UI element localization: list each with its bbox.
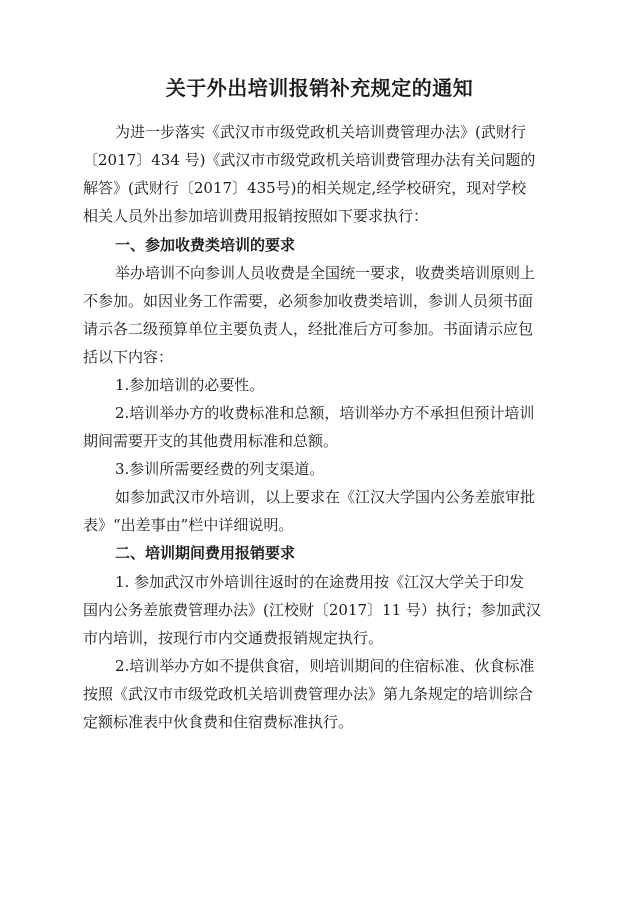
intro-line: 为进一步落实《武汉市市级党政机关培训费管理办法》(武财行 — [115, 123, 526, 141]
section1-item-2-line: 期间需要开支的其他费用标准和总额。 — [83, 432, 339, 450]
section-heading-1: 一、参加收费类培训的要求 — [115, 236, 296, 254]
section-heading-2: 二、培训期间费用报销要求 — [115, 544, 296, 562]
section1-para1-line: 不参加。如因业务工作需要，必须参加收费类培训，参训人员须书面 — [83, 292, 534, 310]
section2-item-2-line: 2.培训举办方如不提供食宿，则培训期间的住宿标准、伙食标准 — [115, 657, 535, 675]
section2-item-2-line: 定额标准表中伙食费和住宿费标准执行。 — [83, 713, 354, 731]
intro-line: 〔2017〕434 号)《武汉市市级党政机关培训费管理办法有关问题的 — [83, 151, 536, 169]
section2-item-1-line: 1. 参加武汉市外培训往返时的在途费用按《江汉大学关于印发 — [115, 573, 525, 591]
section1-para1-line: 括以下内容： — [83, 348, 174, 366]
section2-item-2-line: 按照《武汉市市级党政机关培训费管理办法》第九条规定的培训综合 — [83, 685, 534, 703]
section2-item-1-line: 市内培训，按现行市内交通费报销规定执行。 — [83, 629, 384, 647]
section1-para2-line: 如参加武汉市外培训，以上要求在《江汉大学国内公务差旅审批 — [115, 488, 536, 506]
section1-item-3: 3.参训所需要经费的列支渠道。 — [115, 460, 325, 478]
intro-line: 相关人员外出参加培训费用报销按照如下要求执行： — [83, 207, 429, 225]
section1-para2-line: 表》“出差事由”栏中详细说明。 — [83, 516, 294, 534]
document-title: 关于外出培训报销补充规定的通知 — [165, 76, 474, 100]
section1-para1-line: 请示各二级预算单位主要负责人，经批准后方可参加。书面请示应包 — [83, 320, 534, 338]
section1-para1-line: 举办培训不向参训人员收费是全国统一要求，收费类培训原则上 — [115, 264, 536, 282]
section1-item-2-line: 2.培训举办方的收费标准和总额，培训举办方不承担但预计培训 — [115, 404, 535, 422]
section2-item-1-line: 国内公务差旅费管理办法》(江校财〔2017〕11 号）执行；参加武汉 — [83, 601, 541, 619]
section1-item-1: 1.参加培训的必要性。 — [115, 376, 265, 394]
intro-line: 解答》(武财行〔2017〕435号)的相关规定,经学校研究，现对学校 — [83, 179, 527, 197]
